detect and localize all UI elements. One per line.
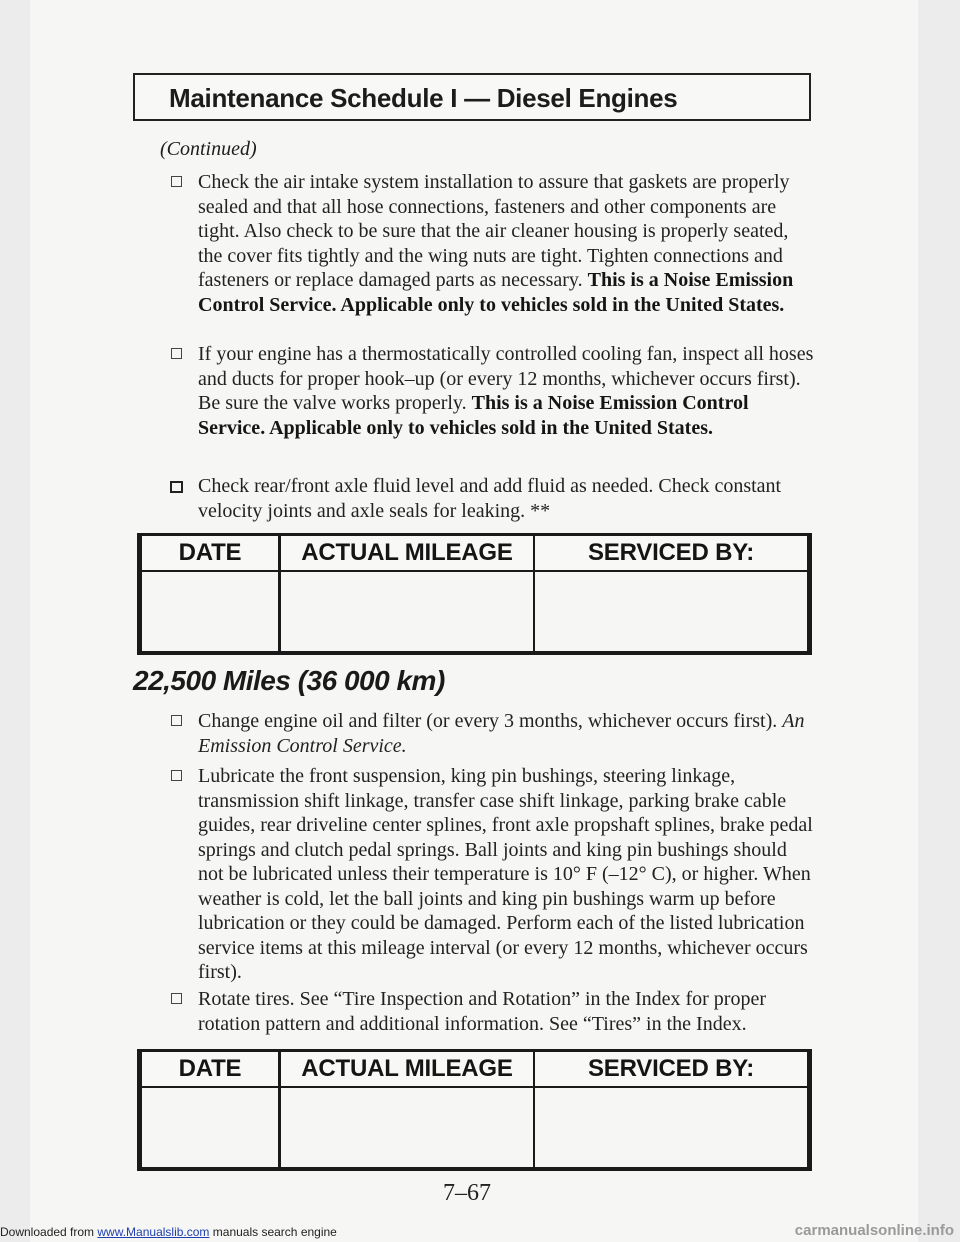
section-header [133,73,811,121]
date-cell[interactable] [140,1087,280,1169]
checkbox[interactable] [171,770,182,781]
service-log-table [137,533,812,655]
continued-label: (Continued) [160,138,257,160]
column-header-date: DATE [140,1051,280,1088]
list-item: Rotate tires. See “Tire Inspection and Rotation” in the Index for proper rotation pattern and additional information. See “Tires” in the Index. [198,988,766,1035]
column-header-actual-mileage: ACTUAL MILEAGE [280,535,535,572]
checkbox[interactable] [170,481,183,493]
page-number: 7–67 [443,1180,491,1206]
download-footer: Downloaded from www.Manualslib.com manuals search engine [0,1225,337,1239]
actual-mileage-cell[interactable] [280,571,535,653]
list-item: Lubricate the front suspension, king pin bushings, steering linkage, transmission shift linkage, transfer case shift linkage, parking brake cable guides, rear driveline center splines, front axle propshaft splines, brake pedal springs and clutch pedal springs. Ball joints and king pin bushings should not be lubricated unless their temperature is 10° F (–12° C), or higher. When weather is cold, let the ball joints and king pin bushings warm up before lubrication or they could be damaged. Perform each of the listed lubrication service items at this mileage interval (or every 12 months, whichever occurs first). [198,765,813,983]
noise-emission-note: This is a Noise Emission Control Service. Applicable only to vehicles sold in the United States. [198,269,794,316]
column-header-serviced-by: SERVICED BY: [534,1051,810,1088]
column-header-date: DATE [140,535,280,572]
watermark-text: carmanualsonline.info [794,1222,954,1239]
mileage-heading: 22,500 Miles (36 000 km) [133,665,445,696]
list-item: Check the air intake system installation to assure that gaskets are properly sealed and that all hose connections, fasteners and other components are tight. Also check to be sure that the air cleaner housing is properly seated, the cover fits tightly and the wing nuts are tight. Tighten connections and fasteners or replace damaged parts as necessary. This is a Noise Emission Control Service. Applicable only to vehicles sold in the United States. [198,171,794,316]
serviced-by-cell[interactable] [534,571,810,653]
emission-service-note: An Emission Control Service. [198,710,805,757]
checkbox[interactable] [171,348,182,359]
serviced-by-cell[interactable] [534,1087,810,1169]
service-log-table [137,1049,812,1171]
list-item: If your engine has a thermostatically controlled cooling fan, inspect all hoses and ducts for proper hook–up (or every 12 months, whichever occurs first). Be sure the valve works properly. This is a Noise Emission Control Service. Applicable only to vehicles sold in the United States. [198,343,814,439]
list-item: Change engine oil and filter (or every 3 months, whichever occurs first). An Emission Control Service. [198,710,805,757]
checkbox[interactable] [171,715,182,726]
list-item: Check rear/front axle fluid level and add fluid as needed. Check constant velocity joints and axle seals for leaking. ** [198,475,782,522]
column-header-actual-mileage: ACTUAL MILEAGE [280,1051,535,1088]
section-title: Maintenance Schedule I — Diesel Engines [169,83,678,113]
actual-mileage-cell[interactable] [280,1087,535,1169]
noise-emission-note: This is a Noise Emission Control Service. Applicable only to vehicles sold in the United States. [198,392,749,439]
checkbox[interactable] [171,176,182,187]
column-header-serviced-by: SERVICED BY: [534,535,810,572]
manualslib-link[interactable]: www.Manualslib.com [97,1225,210,1239]
checkbox[interactable] [171,993,182,1004]
date-cell[interactable] [140,571,280,653]
